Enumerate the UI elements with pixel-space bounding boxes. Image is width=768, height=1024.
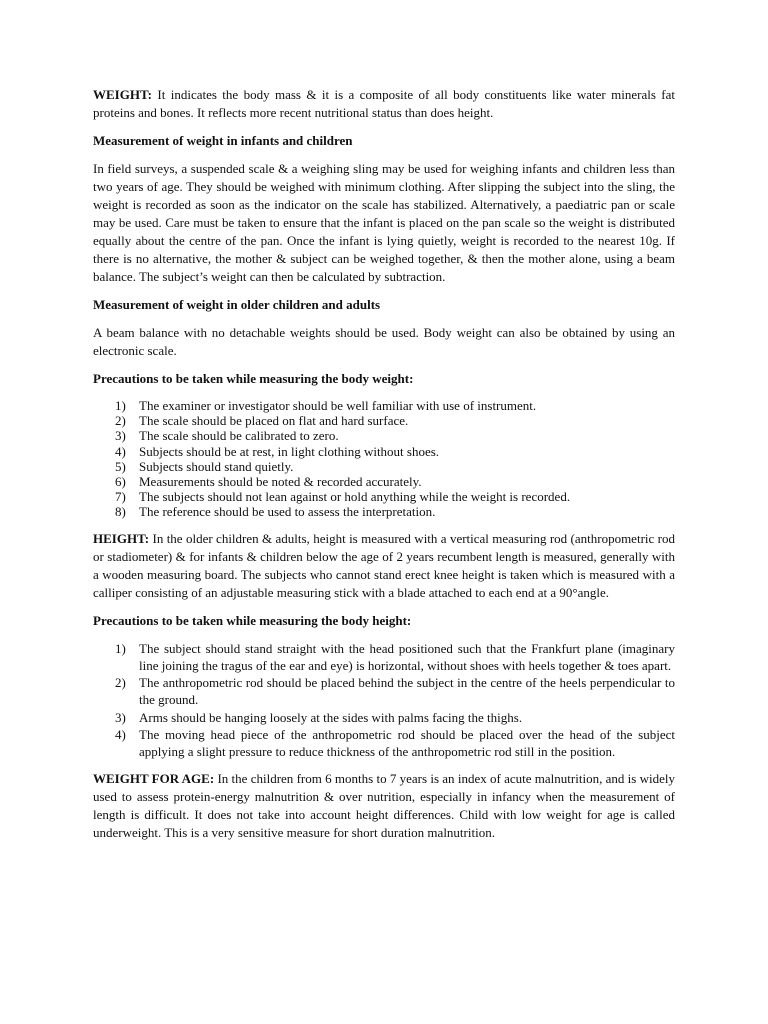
list-item bbox=[93, 428, 675, 443]
list-text: The reference should be used to assess the interpretation. bbox=[139, 504, 436, 520]
weight-for-age-lead: WEIGHT FOR AGE: bbox=[93, 771, 215, 787]
weight-text: It indicates the body mass & it is a composite of all body constituents like water minerals fat proteins and bones. It reflects more recent nutritional status than does height. bbox=[93, 87, 675, 120]
list-text: Arms should be hanging loosely at the sides with palms facing the thighs. bbox=[139, 709, 523, 725]
weight-for-age-text: In the children from 6 months to 7 years is an index of acute malnutrition, and is widely used to assess protein-energy malnutrition & over nutrition, especially in infancy when the measurement of length is difficult. It does not take into account height differences. Child with low weight for age is called underweight. This is a very sensitive measure for short duration malnutrition. bbox=[93, 771, 675, 841]
list-item bbox=[93, 459, 675, 474]
list-number: 1) bbox=[115, 398, 126, 413]
list-item bbox=[93, 726, 675, 760]
height-paragraph bbox=[93, 530, 675, 602]
list-number: 8) bbox=[115, 504, 126, 520]
list-number: 3) bbox=[115, 709, 126, 725]
height-precautions-heading: Precautions to be taken while measuring the body height: bbox=[93, 612, 412, 628]
list-number: 2) bbox=[115, 413, 126, 429]
infants-heading: Measurement of weight in infants and children bbox=[93, 133, 353, 148]
list-text: The scale should be calibrated to zero. bbox=[139, 428, 339, 444]
adults-paragraph: A beam balance with no detachable weights should be used. Body weight can also be obtained by using an electronic scale. bbox=[93, 325, 675, 358]
height-lead: HEIGHT: bbox=[93, 530, 150, 546]
list-item bbox=[93, 398, 675, 413]
list-number: 1) bbox=[115, 640, 126, 656]
adults-heading: Measurement of weight in older children and adults bbox=[93, 297, 381, 312]
list-number: 2) bbox=[115, 675, 126, 691]
list-text: The anthropometric rod should be placed behind the subject in the centre of the heels perpendicular to the ground. bbox=[139, 675, 675, 708]
list-text: The subject should stand straight with the head positioned such that the Frankfurt plane (imaginary line joining the tragus of the ear and eye) is horizontal, without shoes with heels together & toes apart. bbox=[139, 640, 675, 673]
list-item bbox=[93, 413, 675, 428]
list-item bbox=[93, 489, 675, 504]
weight-paragraph bbox=[93, 86, 675, 122]
list-item bbox=[93, 709, 675, 726]
list-item bbox=[93, 504, 675, 519]
document-body bbox=[93, 86, 675, 852]
list-item bbox=[93, 674, 675, 708]
weight-for-age-paragraph bbox=[93, 770, 675, 842]
height-text: In the older children & adults, height is measured with a vertical measuring rod (anthropometric rod or stadiometer) & for infants & children below the age of 2 years recumbent length is measured, generally with a wooden measuring board. The subjects who cannot stand erect knee height is taken which is measured with a calliper consisting of an adjustable measuring stick with a blade attached to each end at a 90°angle. bbox=[93, 530, 675, 600]
list-text: The examiner or investigator should be well familiar with use of instrument. bbox=[139, 398, 537, 413]
height-precautions-list bbox=[93, 640, 675, 761]
infants-paragraph: In field surveys, a suspended scale & a weighing sling may be used for weighing infants and children less than two years of age. They should be weighed with minimum clothing. After slipping the subject into the sling, the weight is recorded as soon as the indicator on the scale has stabilized. Alternatively, a paediatric pan or scale may be used. Care must be taken to ensure that the infant is placed on the pan scale so the weight is distributed equally about the centre of the pan. Once the infant is lying quietly, weight is recorded to the nearest 10g. If there is no alternative, the mother & subject can be weighed together, & then the mother alone, using a beam balance. The subject’s weight can then be calculated by subtraction. bbox=[93, 161, 675, 284]
list-number: 3) bbox=[115, 428, 126, 444]
list-text: The subjects should not lean against or hold anything while the weight is recorded. bbox=[139, 489, 571, 505]
weight-precautions-heading: Precautions to be taken while measuring the body weight: bbox=[93, 371, 414, 386]
list-number: 5) bbox=[115, 458, 126, 474]
weight-precautions-list bbox=[93, 398, 675, 520]
list-item bbox=[93, 444, 675, 459]
list-number: 7) bbox=[115, 489, 126, 505]
list-text: Subjects should be at rest, in light clothing without shoes. bbox=[139, 443, 440, 459]
list-number: 4) bbox=[115, 727, 126, 743]
list-number: 6) bbox=[115, 474, 126, 490]
list-number: 4) bbox=[115, 443, 126, 459]
list-text: Subjects should stand quietly. bbox=[139, 458, 294, 474]
list-text: The moving head piece of the anthropometric rod should be placed over the head of the subject applying a slight pressure to reduce thickness of the anthropometric rod still in the position. bbox=[139, 727, 675, 760]
list-text: Measurements should be noted & recorded accurately. bbox=[139, 474, 422, 490]
list-item bbox=[93, 640, 675, 674]
weight-lead: WEIGHT: bbox=[93, 87, 152, 102]
list-item bbox=[93, 474, 675, 489]
list-text: The scale should be placed on flat and hard surface. bbox=[139, 413, 409, 429]
